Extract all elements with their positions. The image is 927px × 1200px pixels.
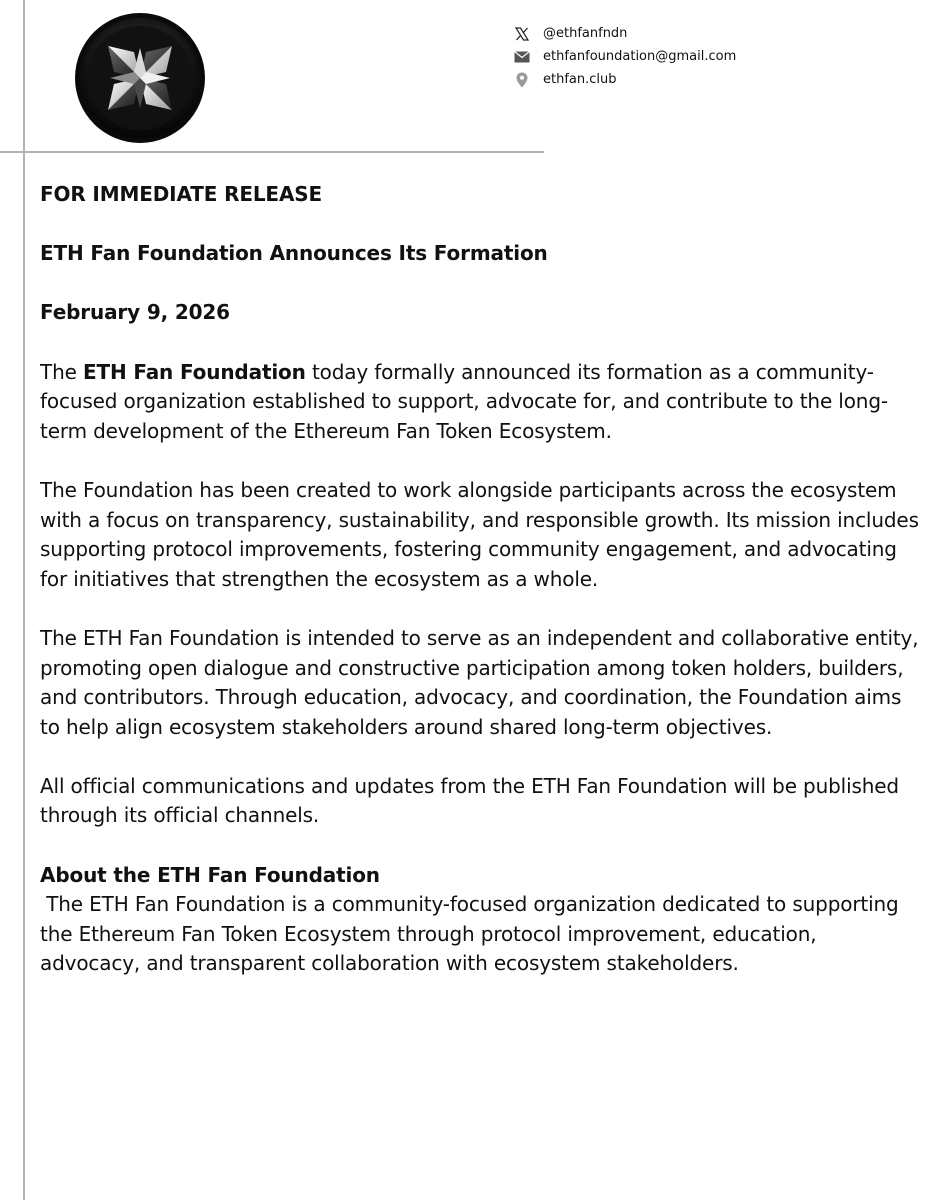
paragraph-1-rest: today formally announced its formation as a community-focused organization established to support, advocate for, and contribute to the long-term development of the Ethereum Fan Token Ecosystem. xyxy=(40,359,888,443)
x-logo-icon xyxy=(510,26,534,42)
contact-x[interactable] xyxy=(510,22,910,45)
paragraph-3: The ETH Fan Foundation is intended to serve as an independent and collaborative entity, promoting open dialogue and constructive participation among token holders, builders, and contributors. Through education, advocacy, and coordination, the Foundation aims to help align ecosystem stakeholders around shared long-term objectives. xyxy=(40,625,919,739)
contact-x-handle: @ethfanfndn xyxy=(543,26,628,41)
left-rule xyxy=(23,0,25,1200)
foundation-logo xyxy=(74,12,206,144)
paragraph-4: All official communications and updates from the ETH Fan Foundation will be published through its official channels. xyxy=(40,773,899,828)
mail-icon xyxy=(510,49,534,65)
header-rule xyxy=(0,151,544,153)
contact-website[interactable] xyxy=(510,68,910,91)
foundation-name: ETH Fan Foundation xyxy=(82,359,306,384)
paragraph-1-lead: The xyxy=(40,359,83,384)
release-date: February 9, 2026 xyxy=(40,300,230,325)
paragraph-2: The Foundation has been created to work alongside participants across the ecosystem with a focus on transparency, sustainability, and responsible growth. Its mission includes supporting protocol improvements, fostering community engagement, and advocating for initiatives that strengthen the ecosystem as a whole. xyxy=(40,477,919,591)
press-release-body xyxy=(40,180,920,979)
about-text: The ETH Fan Foundation is a community-focused organization dedicated to supporting the Ethereum Fan Token Ecosystem through protocol improvement, education, advocacy, and transparent collaboration with ecosystem stakeholders. xyxy=(40,892,905,976)
release-title: ETH Fan Foundation Announces Its Formation xyxy=(40,241,548,266)
contact-website-url: ethfan.club xyxy=(543,72,617,87)
contact-email[interactable] xyxy=(510,45,910,68)
about-heading: About the ETH Fan Foundation xyxy=(40,862,380,887)
contact-email-address: ethfanfoundation@gmail.com xyxy=(543,49,737,64)
release-label: FOR IMMEDIATE RELEASE xyxy=(40,182,323,206)
location-pin-icon xyxy=(510,72,534,88)
about-section xyxy=(40,861,920,979)
paragraph-1 xyxy=(40,358,920,447)
contact-block xyxy=(510,22,910,91)
